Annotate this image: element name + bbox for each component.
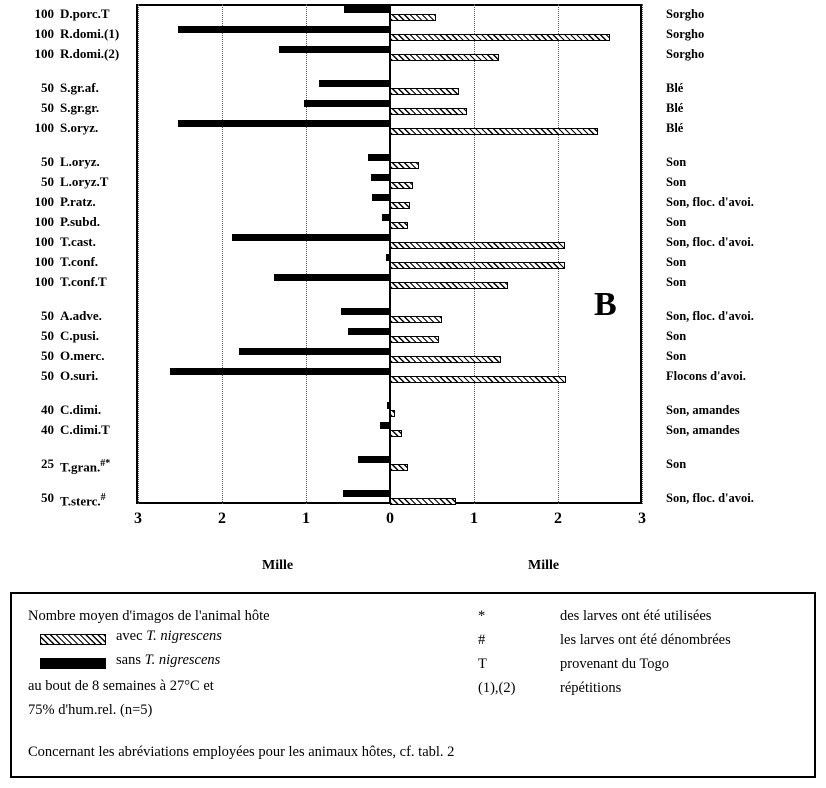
row-species-label: A.adve. (60, 308, 102, 323)
row-bars (136, 252, 642, 272)
table-row (0, 44, 826, 64)
bar-with-nigrescens (390, 34, 610, 41)
bar-with-nigrescens (390, 498, 456, 505)
row-count-label: 100 (34, 26, 54, 41)
row-host-label: Flocons d'avoi. (666, 369, 746, 383)
row-bars (136, 346, 642, 366)
x-tick-label: 3 (134, 510, 142, 527)
table-row (0, 24, 826, 44)
legend-swatch-black (40, 658, 106, 669)
bar-with-nigrescens (390, 202, 410, 209)
row-bars (136, 24, 642, 44)
row-bars (136, 326, 642, 346)
bar-with-nigrescens (390, 182, 413, 189)
bar-without-nigrescens (386, 254, 390, 261)
bar-without-nigrescens (341, 308, 390, 315)
row-count-label: 100 (34, 254, 54, 269)
legend-box (10, 592, 816, 778)
legend-note-symbol: T (478, 656, 487, 672)
row-species-note: # (100, 492, 106, 503)
bar-without-nigrescens (387, 402, 390, 409)
row-species-label: L.oryz. (60, 154, 100, 169)
table-row (0, 118, 826, 138)
row-bars (136, 420, 642, 440)
row-count-label: 100 (34, 46, 54, 61)
legend-note-text: répétitions (560, 680, 622, 696)
bar-without-nigrescens (319, 80, 390, 87)
legend-footer: Concernant les abréviations employées pour les animaux hôtes, cf. tabl. 2 (28, 744, 455, 760)
table-row (0, 272, 826, 292)
row-host-label: Son, amandes (666, 423, 740, 437)
row-bars (136, 152, 642, 172)
row-species-label: T.cast. (60, 234, 96, 249)
x-tick-label: 0 (386, 510, 394, 527)
bar-without-nigrescens (380, 422, 390, 429)
bar-without-nigrescens (372, 194, 390, 201)
row-count-label: 100 (34, 6, 54, 21)
xaxis-label-left: Mille (262, 558, 294, 573)
legend-label-black (116, 652, 220, 669)
row-host-label: Son (666, 255, 687, 269)
row-count-label: 100 (34, 214, 54, 229)
bar-without-nigrescens (368, 154, 390, 161)
legend-note-text: provenant du Togo (560, 656, 670, 672)
row-bars (136, 306, 642, 326)
row-host-label: Son, floc. d'avoi. (666, 491, 754, 505)
bar-with-nigrescens (390, 356, 501, 363)
row-bars (136, 272, 642, 292)
row-host-label: Son (666, 457, 687, 471)
row-host-label: Son (666, 215, 687, 229)
legend-hatched-prefix: avec (116, 628, 147, 644)
row-count-label: 100 (34, 120, 54, 135)
table-row (0, 152, 826, 172)
xaxis-label-right: Mille (528, 558, 560, 573)
row-host-label: Son (666, 175, 687, 189)
row-count-label: 50 (41, 174, 54, 189)
legend-note-text: les larves ont été dénombrées (560, 632, 731, 648)
bar-with-nigrescens (390, 162, 419, 169)
row-count-label: 50 (41, 328, 54, 343)
legend-line-5: 75% d'hum.rel. (n=5) (28, 702, 153, 718)
row-host-label: Son, amandes (666, 403, 740, 417)
bar-with-nigrescens (390, 410, 395, 417)
row-host-label: Son, floc. d'avoi. (666, 235, 754, 249)
table-row (0, 306, 826, 326)
bar-without-nigrescens (178, 26, 390, 33)
row-count-label: 50 (41, 80, 54, 95)
row-species-label: T.conf. (60, 254, 99, 269)
bar-without-nigrescens (371, 174, 390, 181)
bar-without-nigrescens (348, 328, 390, 335)
x-tick-label: 1 (470, 510, 478, 527)
row-count-label: 40 (41, 422, 54, 437)
bar-with-nigrescens (390, 430, 402, 437)
table-row (0, 252, 826, 272)
row-count-label: 50 (41, 368, 54, 383)
bar-without-nigrescens (239, 348, 390, 355)
table-row (0, 232, 826, 252)
panel-letter: B (594, 286, 617, 323)
table-row (0, 4, 826, 24)
bar-without-nigrescens (343, 490, 390, 497)
legend-note-symbol: # (478, 632, 486, 648)
table-row (0, 326, 826, 346)
row-host-label: Son, floc. d'avoi. (666, 195, 754, 209)
row-bars (136, 400, 642, 420)
row-bars (136, 44, 642, 64)
row-bars (136, 232, 642, 252)
bar-without-nigrescens (274, 274, 390, 281)
row-species-label: C.dimi. (60, 402, 102, 417)
legend-black-species: T. nigrescens (144, 652, 221, 668)
legend-note-symbol: * (478, 608, 486, 624)
row-species-label: D.porc.T (60, 6, 110, 21)
row-bars (136, 78, 642, 98)
bar-with-nigrescens (390, 262, 565, 269)
bar-without-nigrescens (304, 100, 390, 107)
row-species-note: #* (100, 458, 111, 469)
bar-without-nigrescens (178, 120, 390, 127)
bar-with-nigrescens (390, 336, 439, 343)
table-row (0, 78, 826, 98)
row-species-label: R.domi.(2) (60, 46, 120, 61)
row-host-label: Blé (666, 121, 684, 135)
legend-hatched-species: T. nigrescens (146, 628, 222, 644)
row-host-label: Blé (666, 101, 684, 115)
bar-without-nigrescens (232, 234, 390, 241)
bar-without-nigrescens (170, 368, 390, 375)
row-count-label: 100 (34, 194, 54, 209)
bar-with-nigrescens (390, 88, 459, 95)
table-row (0, 212, 826, 232)
row-count-label: 50 (41, 308, 54, 323)
row-count-label: 100 (34, 234, 54, 249)
row-host-label: Blé (666, 81, 684, 95)
row-host-label: Son (666, 349, 687, 363)
row-species-label: T.sterc.# (60, 492, 106, 509)
legend-line-4: au bout de 8 semaines à 27°C et (28, 678, 214, 694)
legend-line-1: Nombre moyen d'imagos de l'animal hôte (28, 608, 270, 624)
bar-with-nigrescens (390, 222, 408, 229)
row-count-label: 50 (41, 490, 54, 505)
row-count-label: 50 (41, 100, 54, 115)
row-bars (136, 454, 642, 474)
legend-swatch-hatched (40, 634, 106, 645)
legend-black-prefix: sans (116, 652, 145, 668)
row-bars (136, 212, 642, 232)
table-row (0, 366, 826, 386)
table-row (0, 454, 826, 474)
bar-with-nigrescens (390, 464, 408, 471)
row-species-label: O.suri. (60, 368, 99, 383)
legend-note-text: des larves ont été utilisées (560, 608, 712, 624)
table-row (0, 346, 826, 366)
bar-without-nigrescens (344, 6, 390, 13)
row-host-label: Sorgho (666, 7, 705, 21)
row-bars (136, 172, 642, 192)
row-bars (136, 98, 642, 118)
row-bars (136, 118, 642, 138)
bar-with-nigrescens (390, 128, 598, 135)
legend-label-hatched (116, 628, 222, 645)
row-species-label: S.gr.af. (60, 80, 99, 95)
row-count-label: 40 (41, 402, 54, 417)
legend-note-symbol: (1),(2) (478, 680, 516, 696)
row-host-label: Son (666, 155, 687, 169)
row-host-label: Sorgho (666, 47, 705, 61)
row-bars (136, 366, 642, 386)
row-host-label: Son (666, 275, 687, 289)
row-species-label: S.oryz. (60, 120, 99, 135)
row-species-label: C.pusi. (60, 328, 100, 343)
x-tick-label: 2 (218, 510, 226, 527)
bar-with-nigrescens (390, 108, 467, 115)
table-row (0, 172, 826, 192)
row-bars (136, 4, 642, 24)
bar-without-nigrescens (382, 214, 390, 221)
row-species-label: P.ratz. (60, 194, 96, 209)
row-bars (136, 192, 642, 212)
bar-with-nigrescens (390, 54, 499, 61)
row-species-label: O.merc. (60, 348, 105, 363)
row-host-label: Son, floc. d'avoi. (666, 309, 754, 323)
row-species-label: T.gran.#* (60, 458, 111, 475)
row-count-label: 50 (41, 348, 54, 363)
x-tick-label: 1 (302, 510, 310, 527)
row-host-label: Sorgho (666, 27, 705, 41)
row-species-label: P.subd. (60, 214, 100, 229)
row-bars (136, 488, 642, 508)
bar-with-nigrescens (390, 242, 565, 249)
row-species-label: L.oryz.T (60, 174, 109, 189)
row-species-label: T.conf.T (60, 274, 107, 289)
row-species-label: R.domi.(1) (60, 26, 120, 41)
bar-with-nigrescens (390, 282, 508, 289)
row-host-label: Son (666, 329, 687, 343)
bar-with-nigrescens (390, 316, 442, 323)
row-species-label: S.gr.gr. (60, 100, 100, 115)
bar-with-nigrescens (390, 376, 566, 383)
bar-without-nigrescens (279, 46, 390, 53)
bar-without-nigrescens (358, 456, 390, 463)
row-count-label: 100 (34, 274, 54, 289)
table-row (0, 98, 826, 118)
x-tick-label: 3 (638, 510, 646, 527)
row-count-label: 25 (41, 456, 54, 471)
row-count-label: 50 (41, 154, 54, 169)
x-tick-label: 2 (554, 510, 562, 527)
table-row (0, 400, 826, 420)
table-row (0, 420, 826, 440)
bar-with-nigrescens (390, 14, 436, 21)
table-row (0, 192, 826, 212)
row-species-label: C.dimi.T (60, 422, 110, 437)
table-row (0, 488, 826, 508)
